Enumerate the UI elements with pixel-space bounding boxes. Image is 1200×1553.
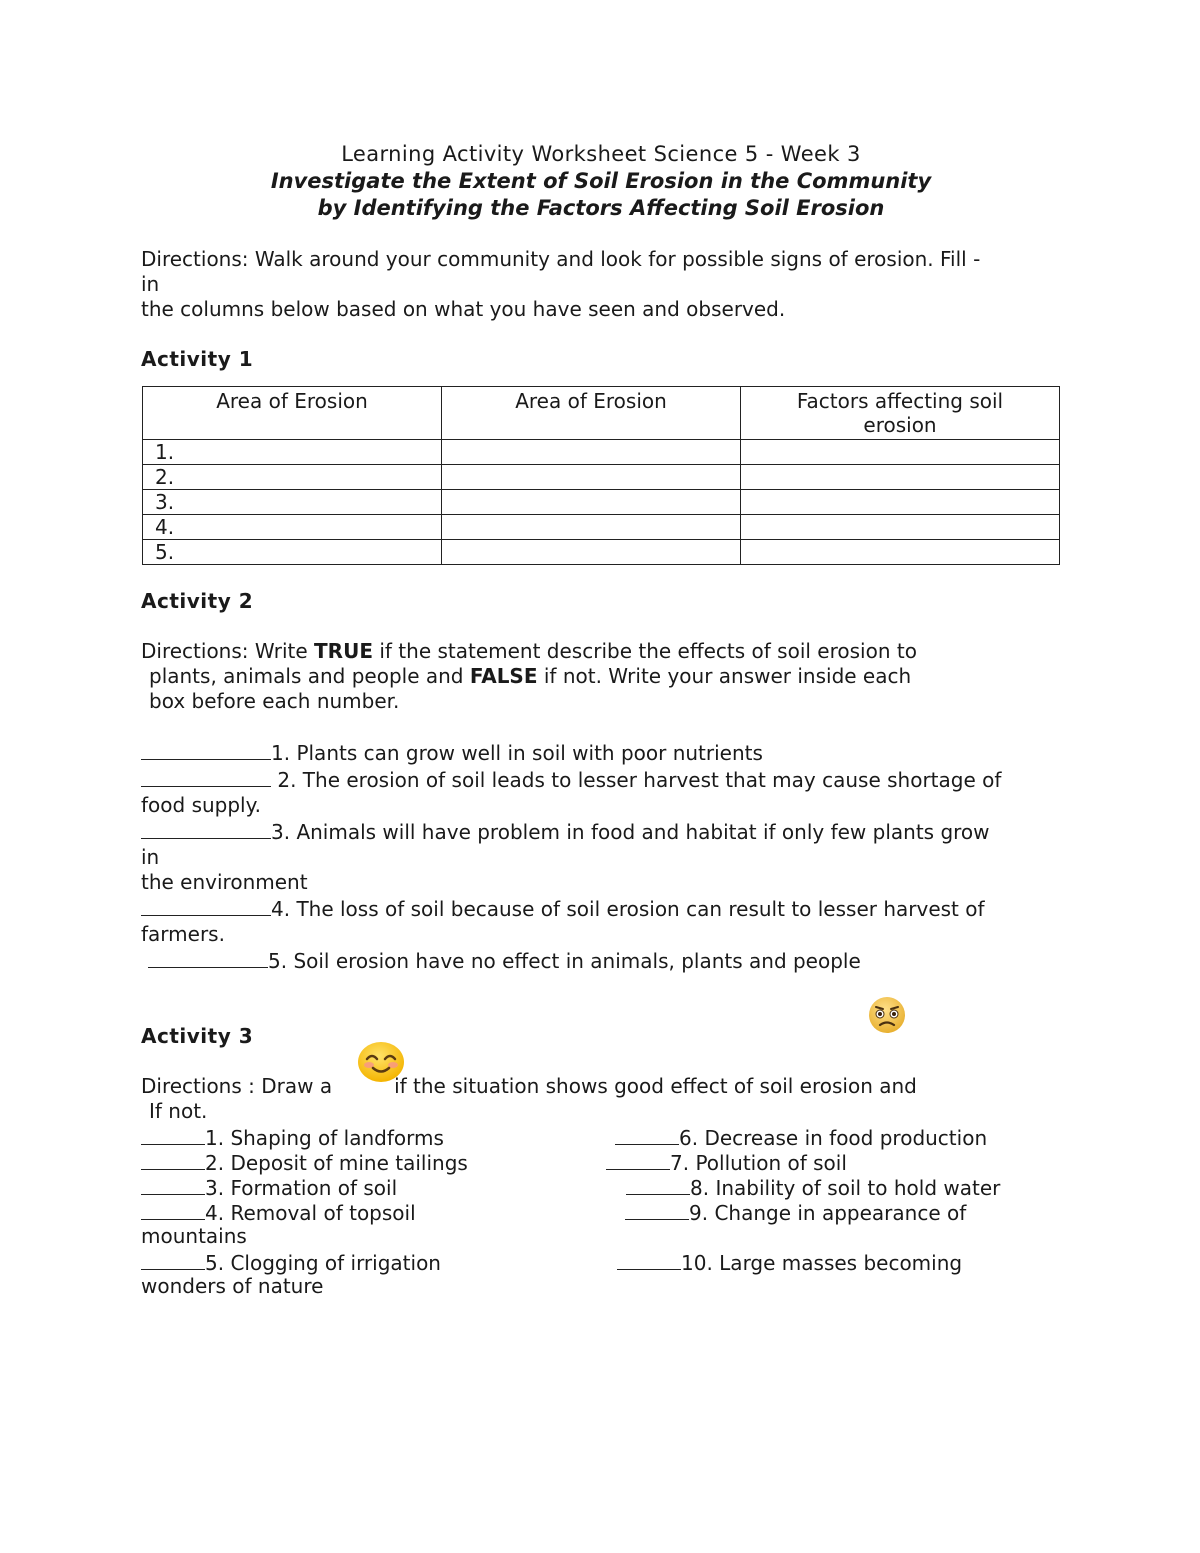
column-header: Area of Erosion: [143, 387, 442, 440]
answer-cell[interactable]: [442, 540, 741, 565]
answer-blank[interactable]: [141, 739, 271, 760]
statement-continuation: in: [141, 845, 160, 869]
page-subtitle-line2: by Identifying the Factors Affecting Soil Erosion: [317, 196, 885, 220]
statement-continuation: farmers.: [141, 922, 225, 946]
row-number: 4.: [143, 515, 442, 540]
activity3-directions-line1: [141, 1074, 1061, 1099]
statement-item: [141, 818, 1061, 845]
answer-blank[interactable]: [141, 895, 271, 916]
column-header: Factors affecting soil erosion: [741, 387, 1060, 440]
situation-text: 3. Formation of soil: [205, 1176, 398, 1200]
answer-cell[interactable]: [741, 515, 1060, 540]
answer-blank[interactable]: [141, 818, 271, 839]
item-continuation: wonders of nature: [141, 1274, 324, 1298]
row-number: 5.: [143, 540, 442, 565]
page-title: Learning Activity Worksheet Science 5 - Week 3: [341, 142, 861, 166]
table-row: [143, 465, 1060, 490]
erosion-table: [142, 386, 1060, 565]
table-row: [143, 490, 1060, 515]
answer-blank[interactable]: [141, 1149, 205, 1170]
list-item: [141, 1149, 1061, 1174]
statement-text: 3. Animals will have problem in food and habitat if only few plants grow: [271, 820, 990, 844]
situation-text: 2. Deposit of mine tailings: [205, 1151, 468, 1175]
page-subtitle-line1: Investigate the Extent of Soil Erosion in the Community: [270, 169, 932, 193]
answer-cell[interactable]: [741, 490, 1060, 515]
answer-cell[interactable]: [741, 440, 1060, 465]
answer-cell[interactable]: [442, 490, 741, 515]
situation-text: 6. Decrease in food production: [679, 1126, 988, 1150]
smiling-face-icon: [357, 1040, 405, 1084]
statement-continuation: food supply.: [141, 793, 261, 817]
activity1-heading: Activity 1: [141, 347, 254, 371]
answer-cell[interactable]: [442, 465, 741, 490]
answer-blank[interactable]: [141, 766, 271, 787]
activity3-directions: [141, 1074, 1061, 1124]
answer-blank[interactable]: [141, 1174, 205, 1195]
row-number: 2.: [143, 465, 442, 490]
title-block: [141, 141, 1061, 222]
situation-text: 8. Inability of soil to hold water: [690, 1176, 1001, 1200]
situation-text: 10. Large masses becoming: [681, 1251, 963, 1275]
statement-text: 4. The loss of soil because of soil erosion can result to lesser harvest of: [271, 897, 985, 921]
situation-text: 4. Removal of topsoil: [205, 1201, 416, 1225]
statement-item: [141, 947, 1061, 974]
answer-blank[interactable]: [141, 1124, 205, 1145]
answer-blank[interactable]: [626, 1174, 690, 1195]
row-number: 3.: [143, 490, 442, 515]
answer-blank[interactable]: [617, 1249, 681, 1270]
intro-directions-line1: Directions: Walk around your community and look for possible signs of erosion. Fill -: [141, 247, 981, 271]
statement-item: [141, 739, 1061, 766]
statement-text: 5. Soil erosion have no effect in animals, plants and people: [268, 949, 861, 973]
activity2-directions-line1: [141, 639, 1061, 664]
answer-cell[interactable]: [442, 515, 741, 540]
answer-cell[interactable]: [741, 465, 1060, 490]
list-item: [141, 1199, 1061, 1224]
statement-item: [141, 766, 1061, 793]
true-keyword: TRUE: [314, 639, 373, 663]
situation-text: 7. Pollution of soil: [670, 1151, 847, 1175]
activity3-directions-line2: If not.: [149, 1099, 208, 1123]
answer-blank[interactable]: [148, 947, 268, 968]
directions-text: if the situation shows good effect of soil erosion and: [394, 1074, 917, 1098]
column-header: Area of Erosion: [442, 387, 741, 440]
situation-text: 5. Clogging of irrigation: [205, 1251, 441, 1275]
answer-cell[interactable]: [442, 440, 741, 465]
answer-cell[interactable]: [741, 540, 1060, 565]
directions-text: Directions : Draw a: [141, 1074, 333, 1098]
directions-text: if not. Write your answer inside each: [537, 664, 912, 688]
activity2-directions-line3: box before each number.: [149, 689, 400, 713]
intro-directions-line3: the columns below based on what you have seen and observed.: [141, 297, 786, 321]
table-row: [143, 540, 1060, 565]
answer-blank[interactable]: [141, 1249, 205, 1270]
list-item: [141, 1124, 1061, 1149]
statement-item: [141, 895, 1061, 922]
directions-text: plants, animals and people and: [149, 664, 470, 688]
list-item: [141, 1249, 1061, 1274]
worried-face-icon: [868, 996, 906, 1034]
activity2-directions-line2: [141, 664, 1061, 689]
worksheet-page: [141, 141, 1061, 1299]
list-item: [141, 1174, 1061, 1199]
activity2-heading: Activity 2: [141, 589, 254, 613]
statement-text: 1. Plants can grow well in soil with poor nutrients: [271, 741, 763, 765]
erosion-table-header: [143, 387, 1060, 440]
statement-text: 2. The erosion of soil leads to lesser harvest that may cause shortage of: [271, 768, 1002, 792]
directions-text: if the statement describe the effects of soil erosion to: [372, 639, 917, 663]
directions-text: Directions: Write: [141, 639, 315, 663]
false-keyword: FALSE: [469, 664, 538, 688]
statement-continuation: the environment: [141, 870, 308, 894]
activity3-items: [141, 1124, 1061, 1299]
situation-text: 1. Shaping of landforms: [205, 1126, 444, 1150]
answer-blank[interactable]: [606, 1149, 670, 1170]
activity3-heading: Activity 3: [141, 1024, 254, 1048]
item-continuation: mountains: [141, 1224, 247, 1248]
situation-text: 9. Change in appearance of: [689, 1201, 967, 1225]
answer-blank[interactable]: [615, 1124, 679, 1145]
table-row: [143, 515, 1060, 540]
intro-directions-line2: in: [141, 272, 160, 296]
table-row: [143, 440, 1060, 465]
row-number: 1.: [143, 440, 442, 465]
answer-blank[interactable]: [141, 1199, 205, 1220]
answer-blank[interactable]: [625, 1199, 689, 1220]
